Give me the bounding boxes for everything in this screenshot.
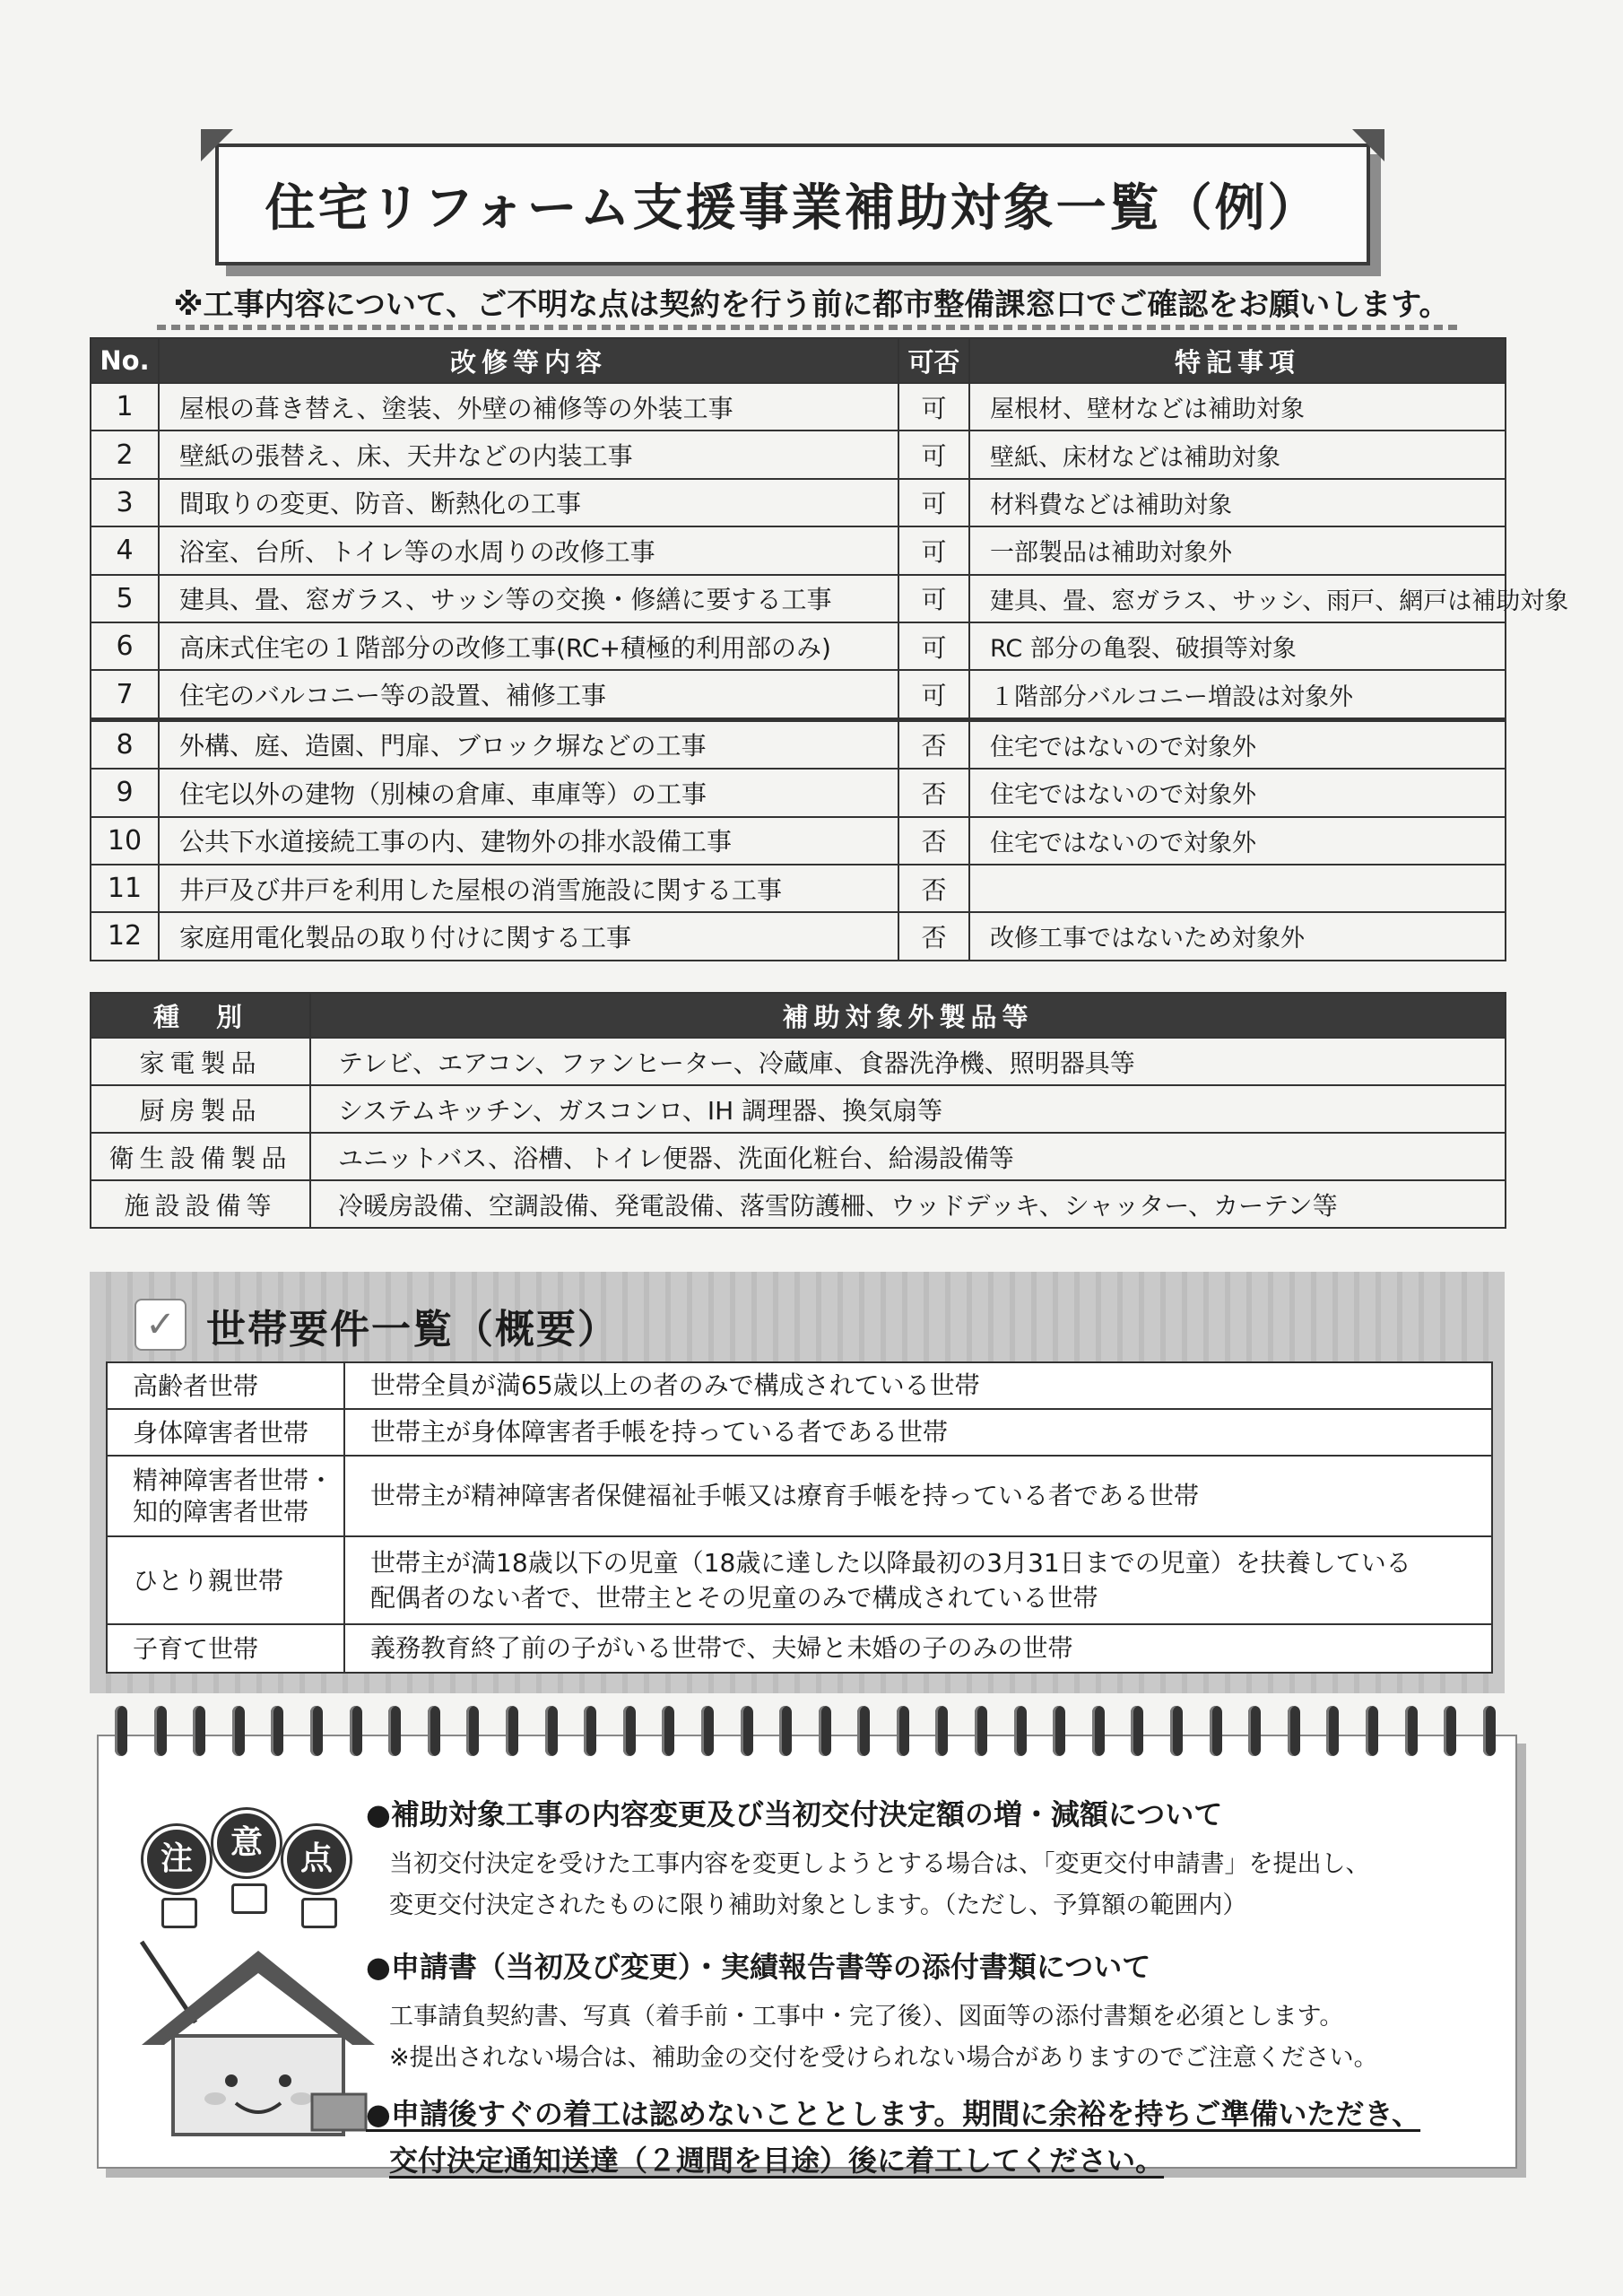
table-row [91,1085,1506,1133]
row-number: 4 [91,526,159,574]
ring-icon [506,1706,518,1756]
row-content: 住宅以外の建物（別棟の倉庫、車庫等）の工事 [159,769,898,816]
row-content: 住宅のバルコニー等の設置、補修工事 [159,670,898,719]
ring-icon [115,1706,127,1756]
caution-body-1-2: 変更交付決定されたものに限り補助対象とします。（ただし、予算額の範囲内） [389,1892,1247,1919]
row-number: 11 [91,865,159,912]
household-definition [344,1362,1492,1409]
row-content: 屋根の葺き替え、塗装、外壁の補修等の外装工事 [159,383,898,430]
household-title: 世帯要件一覧（概要） [206,1307,619,1352]
ring-icon [154,1706,167,1756]
household-type-line: 高齢者世帯 [133,1370,259,1401]
table-row [91,526,1506,574]
household-type [107,1536,344,1624]
household-type-line: 精神障害者世帯・ [133,1465,334,1495]
table-row [107,1536,1492,1624]
caution-body-2-2: ※提出されない場合は、補助金の交付を受けられない場合がありますのでご注意ください。 [389,2044,1378,2072]
row-content: 井戸及び井戸を利用した屋根の消雪施設に関する工事 [159,865,898,912]
row-eligibility: 可 [898,383,969,430]
caution-body-1-1: 当初交付決定を受けた工事内容を変更しようとする場合は、「変更交付申請書」を提出し、 [389,1850,1370,1878]
household-definition-line: 世帯主が身体障害者手帳を持っている者である世帯 [370,1417,949,1448]
table-row [91,769,1506,816]
product-items: 冷暖房設備、空調設備、発電設備、落雪防護柵、ウッドデッキ、シャッター、カーテン等 [310,1180,1506,1228]
product-category: 家電製品 [91,1038,310,1085]
row-content: 家庭用電化製品の取り付けに関する工事 [159,912,898,960]
household-type-line: 身体障害者世帯 [133,1417,309,1448]
row-eligibility: 可 [898,622,969,670]
ring-icon [857,1706,870,1756]
caution-final-line-1: ●申請後すぐの着工は認めないこととします。期間に余裕を持ちご準備いただき、 [366,2097,1421,2131]
ring-icon [662,1706,674,1756]
ring-icon [388,1706,401,1756]
row-number: 7 [91,670,159,719]
household-table [106,1361,1493,1674]
table-row [107,1624,1492,1673]
ring-icon [1366,1706,1378,1756]
row-content: 外構、庭、造園、門扉、ブロック塀などの工事 [159,719,898,769]
household-type-line: ひとり親世帯 [133,1565,284,1596]
ring-icon [935,1706,948,1756]
row-number: 3 [91,479,159,526]
table-row [107,1409,1492,1456]
household-definition-line: 世帯主が満18歳以下の児童（18歳に達した以降最初の3月31日までの児童）を扶養している [370,1547,1411,1578]
row-content: 高床式住宅の１階部分の改修工事(RC+積極的利用部のみ) [159,622,898,670]
row-eligibility: 可 [898,526,969,574]
bulb-base-icon [161,1898,197,1928]
table-row [91,575,1506,622]
table-row [91,1038,1506,1085]
product-items: テレビ、エアコン、ファンヒーター、冷蔵庫、食器洗浄機、照明器具等 [310,1038,1506,1085]
ring-icon [741,1706,753,1756]
household-type [107,1409,344,1456]
ring-icon [975,1706,987,1756]
row-number: 6 [91,622,159,670]
row-content: 間取りの変更、防音、断熱化の工事 [159,479,898,526]
bulb-icon-2: 意 [213,1810,280,1876]
household-type-line: 知的障害者世帯 [133,1497,309,1526]
row-note: 住宅ではないので対象外 [969,719,1506,769]
table-row [91,430,1506,478]
ring-icon [310,1706,323,1756]
row-note: 住宅ではないので対象外 [969,817,1506,865]
table-row [107,1362,1492,1409]
excluded-products-table [90,992,1506,1229]
row-number: 10 [91,817,159,865]
ring-icon [1210,1706,1222,1756]
notice-wavy-underline [157,325,1457,330]
table-row [91,719,1506,769]
household-type [107,1362,344,1409]
ring-icon [701,1706,714,1756]
row-number: 1 [91,383,159,430]
row-note [969,865,1506,912]
row-eligibility: 可 [898,670,969,719]
household-definition [344,1624,1492,1673]
header-content: 改修等内容 [159,338,898,383]
table-row [91,670,1506,719]
table-row [91,817,1506,865]
title-banner [215,144,1370,265]
row-number: 8 [91,719,159,769]
header-items: 補助対象外製品等 [310,993,1506,1038]
bulb-base-icon [231,1883,267,1914]
row-eligibility: 否 [898,719,969,769]
row-eligibility: 可 [898,430,969,478]
row-note: 壁紙、床材などは補助対象 [969,430,1506,478]
table-row [91,383,1506,430]
ring-icon [779,1706,792,1756]
ring-icon [193,1706,205,1756]
house-mascot-icon [133,1937,384,2144]
caution-heading-1: ●補助対象工事の内容変更及び当初交付決定額の増・減額について [366,1797,1223,1831]
ring-icon [1131,1706,1143,1756]
table-row [91,912,1506,960]
household-type [107,1456,344,1536]
row-content: 浴室、台所、トイレ等の水周りの改修工事 [159,526,898,574]
row-number: 2 [91,430,159,478]
household-definition-line: 義務教育終了前の子がいる世帯で、夫婦と未婚の子のみの世帯 [370,1633,1073,1664]
ring-icon [1014,1706,1027,1756]
ring-icon [350,1706,362,1756]
ring-icon [1170,1706,1183,1756]
header-ok: 可否 [898,338,969,383]
household-type [107,1624,344,1673]
ring-icon [897,1706,909,1756]
row-content: 壁紙の張替え、床、天井などの内装工事 [159,430,898,478]
row-eligibility: 否 [898,865,969,912]
bulb-icon-3: 点 [283,1826,350,1892]
page-title: 住宅リフォーム支援事業補助対象一覧（例） [265,179,1321,238]
products-table-header [91,993,1506,1038]
ring-icon [819,1706,831,1756]
table-row [91,1180,1506,1228]
ring-icon [584,1706,596,1756]
header-note: 特記事項 [969,338,1506,383]
household-definition [344,1409,1492,1456]
product-items: ユニットバス、浴槽、トイレ便器、洗面化粧台、給湯設備等 [310,1133,1506,1180]
row-note: RC 部分の亀裂、破損等対象 [969,622,1506,670]
row-eligibility: 可 [898,479,969,526]
row-eligibility: 可 [898,575,969,622]
product-category: 衛生設備製品 [91,1133,310,1180]
table-row [91,1133,1506,1180]
ring-icon [1483,1706,1496,1756]
notice-text: ※工事内容について、ご不明な点は契約を行う前に都市整備課窓口でご確認をお願いします。 [173,287,1450,323]
ring-icon [466,1706,479,1756]
works-table [90,337,1569,961]
row-content: 公共下水道接続工事の内、建物外の排水設備工事 [159,817,898,865]
works-table-header [91,338,1506,383]
household-definition [344,1456,1492,1536]
product-category: 施設設備等 [91,1180,310,1228]
household-definition-line: 世帯全員が満65歳以上の者のみで構成されている世帯 [370,1370,980,1401]
bulb-base-icon [301,1898,337,1928]
ring-icon [1248,1706,1261,1756]
row-number: 5 [91,575,159,622]
row-note: 建具、畳、窓ガラス、サッシ、雨戸、網戸は補助対象 [969,575,1506,622]
ring-icon [623,1706,636,1756]
ring-icon [545,1706,558,1756]
ring-icon [1405,1706,1418,1756]
table-row [91,479,1506,526]
ring-icon [428,1706,440,1756]
caution-final-line-2: 交付決定通知送達（２週間を目途）後に着工してください。 [389,2144,1165,2178]
caution-body-2-1: 工事請負契約書、写真（着手前・工事中・完了後）、図面等の添付書類を必須とします。 [389,2003,1344,2031]
ring-icon [1092,1706,1105,1756]
ring-icon [1053,1706,1065,1756]
row-note: 一部製品は補助対象外 [969,526,1506,574]
table-row [107,1456,1492,1536]
caution-badge [135,1810,341,1918]
row-eligibility: 否 [898,912,969,960]
table-row [91,622,1506,670]
ring-icon [1326,1706,1339,1756]
row-number: 12 [91,912,159,960]
row-note: 屋根材、壁材などは補助対象 [969,383,1506,430]
household-definition [344,1536,1492,1624]
caution-heading-2: ●申請書（当初及び変更）・実績報告書等の添付書類について [366,1950,1151,1984]
ring-icon [232,1706,245,1756]
product-category: 厨房製品 [91,1085,310,1133]
header-kind: 種 別 [91,993,310,1038]
row-note: 材料費などは補助対象 [969,479,1506,526]
bulb-icon-1: 注 [143,1826,210,1892]
row-note: １階部分バルコニー増設は対象外 [969,670,1506,719]
ring-icon [1288,1706,1300,1756]
product-items: システムキッチン、ガスコンロ、IH 調理器、換気扇等 [310,1085,1506,1133]
row-eligibility: 否 [898,769,969,816]
header-no: No. [91,338,159,383]
ring-icon [271,1706,283,1756]
row-eligibility: 否 [898,817,969,865]
household-definition-line: 世帯主が精神障害者保健福祉手帳又は療育手帳を持っている者である世帯 [370,1481,1200,1511]
row-number: 9 [91,769,159,816]
ring-icon [1444,1706,1456,1756]
notebook-rings [115,1706,1496,1760]
row-note: 改修工事ではないため対象外 [969,912,1506,960]
row-note: 住宅ではないので対象外 [969,769,1506,816]
household-definition-line: 配偶者のない者で、世帯主とその児童のみで構成されている世帯 [370,1583,1098,1613]
household-type-line: 子育て世帯 [133,1633,259,1664]
checkmark-icon: ✓ [135,1299,187,1351]
row-content: 建具、畳、窓ガラス、サッシ等の交換・修繕に要する工事 [159,575,898,622]
table-row [91,865,1506,912]
